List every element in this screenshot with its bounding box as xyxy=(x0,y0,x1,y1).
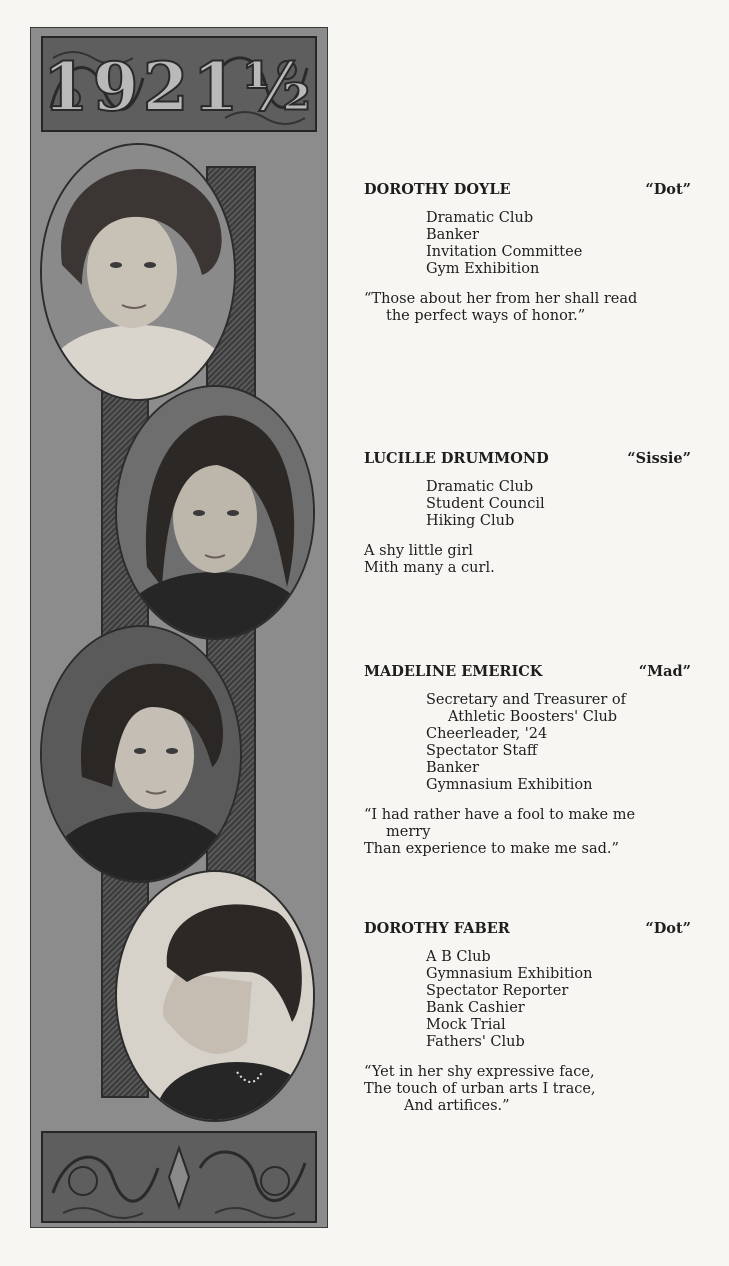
portrait-dorothy-faber xyxy=(115,870,315,1122)
entry-madeline-emerick xyxy=(364,663,691,858)
name-row xyxy=(364,181,691,198)
entry-dorothy-faber xyxy=(364,920,691,1115)
name-row xyxy=(364,920,691,937)
portrait-dorothy-doyle xyxy=(40,143,236,401)
quote-line: Mith many a curl. xyxy=(364,560,495,576)
quote-line: “Those about her from her shall read xyxy=(364,291,638,307)
decorative-panel xyxy=(30,27,328,1228)
student-name: DOROTHY DOYLE xyxy=(364,181,511,198)
activities-list xyxy=(364,210,691,278)
name-row xyxy=(364,450,691,467)
quote-line: merry xyxy=(386,824,431,840)
activity-item: A B Club xyxy=(426,949,491,965)
activity-item: Hiking Club xyxy=(426,513,515,529)
activity-item: Mock Trial xyxy=(426,1017,506,1033)
year-banner-ornament xyxy=(43,38,315,130)
activity-item: Spectator Staff xyxy=(426,743,538,759)
activity-item: Dramatic Club xyxy=(426,210,534,226)
quote-line: Than experience to make me sad.” xyxy=(364,841,619,857)
entry-lucille-drummond xyxy=(364,450,691,577)
quote-line: A shy little girl xyxy=(364,543,473,559)
quote-line: “I had rather have a fool to make me xyxy=(364,807,636,823)
quote-line: And artifices.” xyxy=(404,1098,510,1114)
quote xyxy=(364,1064,691,1115)
quote-line: the perfect ways of honor.” xyxy=(386,308,586,324)
student-name: MADELINE EMERICK xyxy=(364,663,543,680)
student-name: DOROTHY FABER xyxy=(364,920,510,937)
activity-item: Banker xyxy=(426,227,479,243)
quote-line: “Yet in her shy expressive face, xyxy=(364,1064,595,1080)
activity-item: Athletic Boosters' Club xyxy=(448,709,618,725)
quote xyxy=(364,291,691,325)
portrait-lucille-drummond xyxy=(115,385,315,640)
activity-item: Student Council xyxy=(426,496,545,512)
year-banner xyxy=(41,36,317,132)
activity-item: Bank Cashier xyxy=(426,1000,525,1016)
quote-line: The touch of urban arts I trace, xyxy=(364,1081,596,1097)
student-nickname: “Mad” xyxy=(638,663,691,680)
entry-dorothy-doyle xyxy=(364,181,691,325)
activity-item: Gym Exhibition xyxy=(426,261,540,277)
activities-list xyxy=(364,479,691,530)
student-nickname: “Dot” xyxy=(645,181,691,198)
quote xyxy=(364,807,691,858)
activity-item: Secretary and Treasurer of xyxy=(426,692,626,708)
activities-list xyxy=(364,692,691,794)
name-row xyxy=(364,663,691,680)
activity-item: Cheerleader, '24 xyxy=(426,726,548,742)
student-nickname: “Sissie” xyxy=(627,450,691,467)
activity-item: Invitation Committee xyxy=(426,244,583,260)
activities-list xyxy=(364,949,691,1051)
portrait-madeline-emerick xyxy=(40,625,242,883)
student-name: LUCILLE DRUMMOND xyxy=(364,450,549,467)
quote xyxy=(364,543,691,577)
activity-item: Dramatic Club xyxy=(426,479,534,495)
year-text: 1921½ xyxy=(43,48,315,126)
activity-item: Banker xyxy=(426,760,479,776)
activity-item: Gymnasium Exhibition xyxy=(426,777,593,793)
activity-item: Spectator Reporter xyxy=(426,983,569,999)
student-nickname: “Dot” xyxy=(645,920,691,937)
bottom-ornament xyxy=(41,1131,317,1223)
activity-item: Fathers' Club xyxy=(426,1034,525,1050)
activity-item: Gymnasium Exhibition xyxy=(426,966,593,982)
